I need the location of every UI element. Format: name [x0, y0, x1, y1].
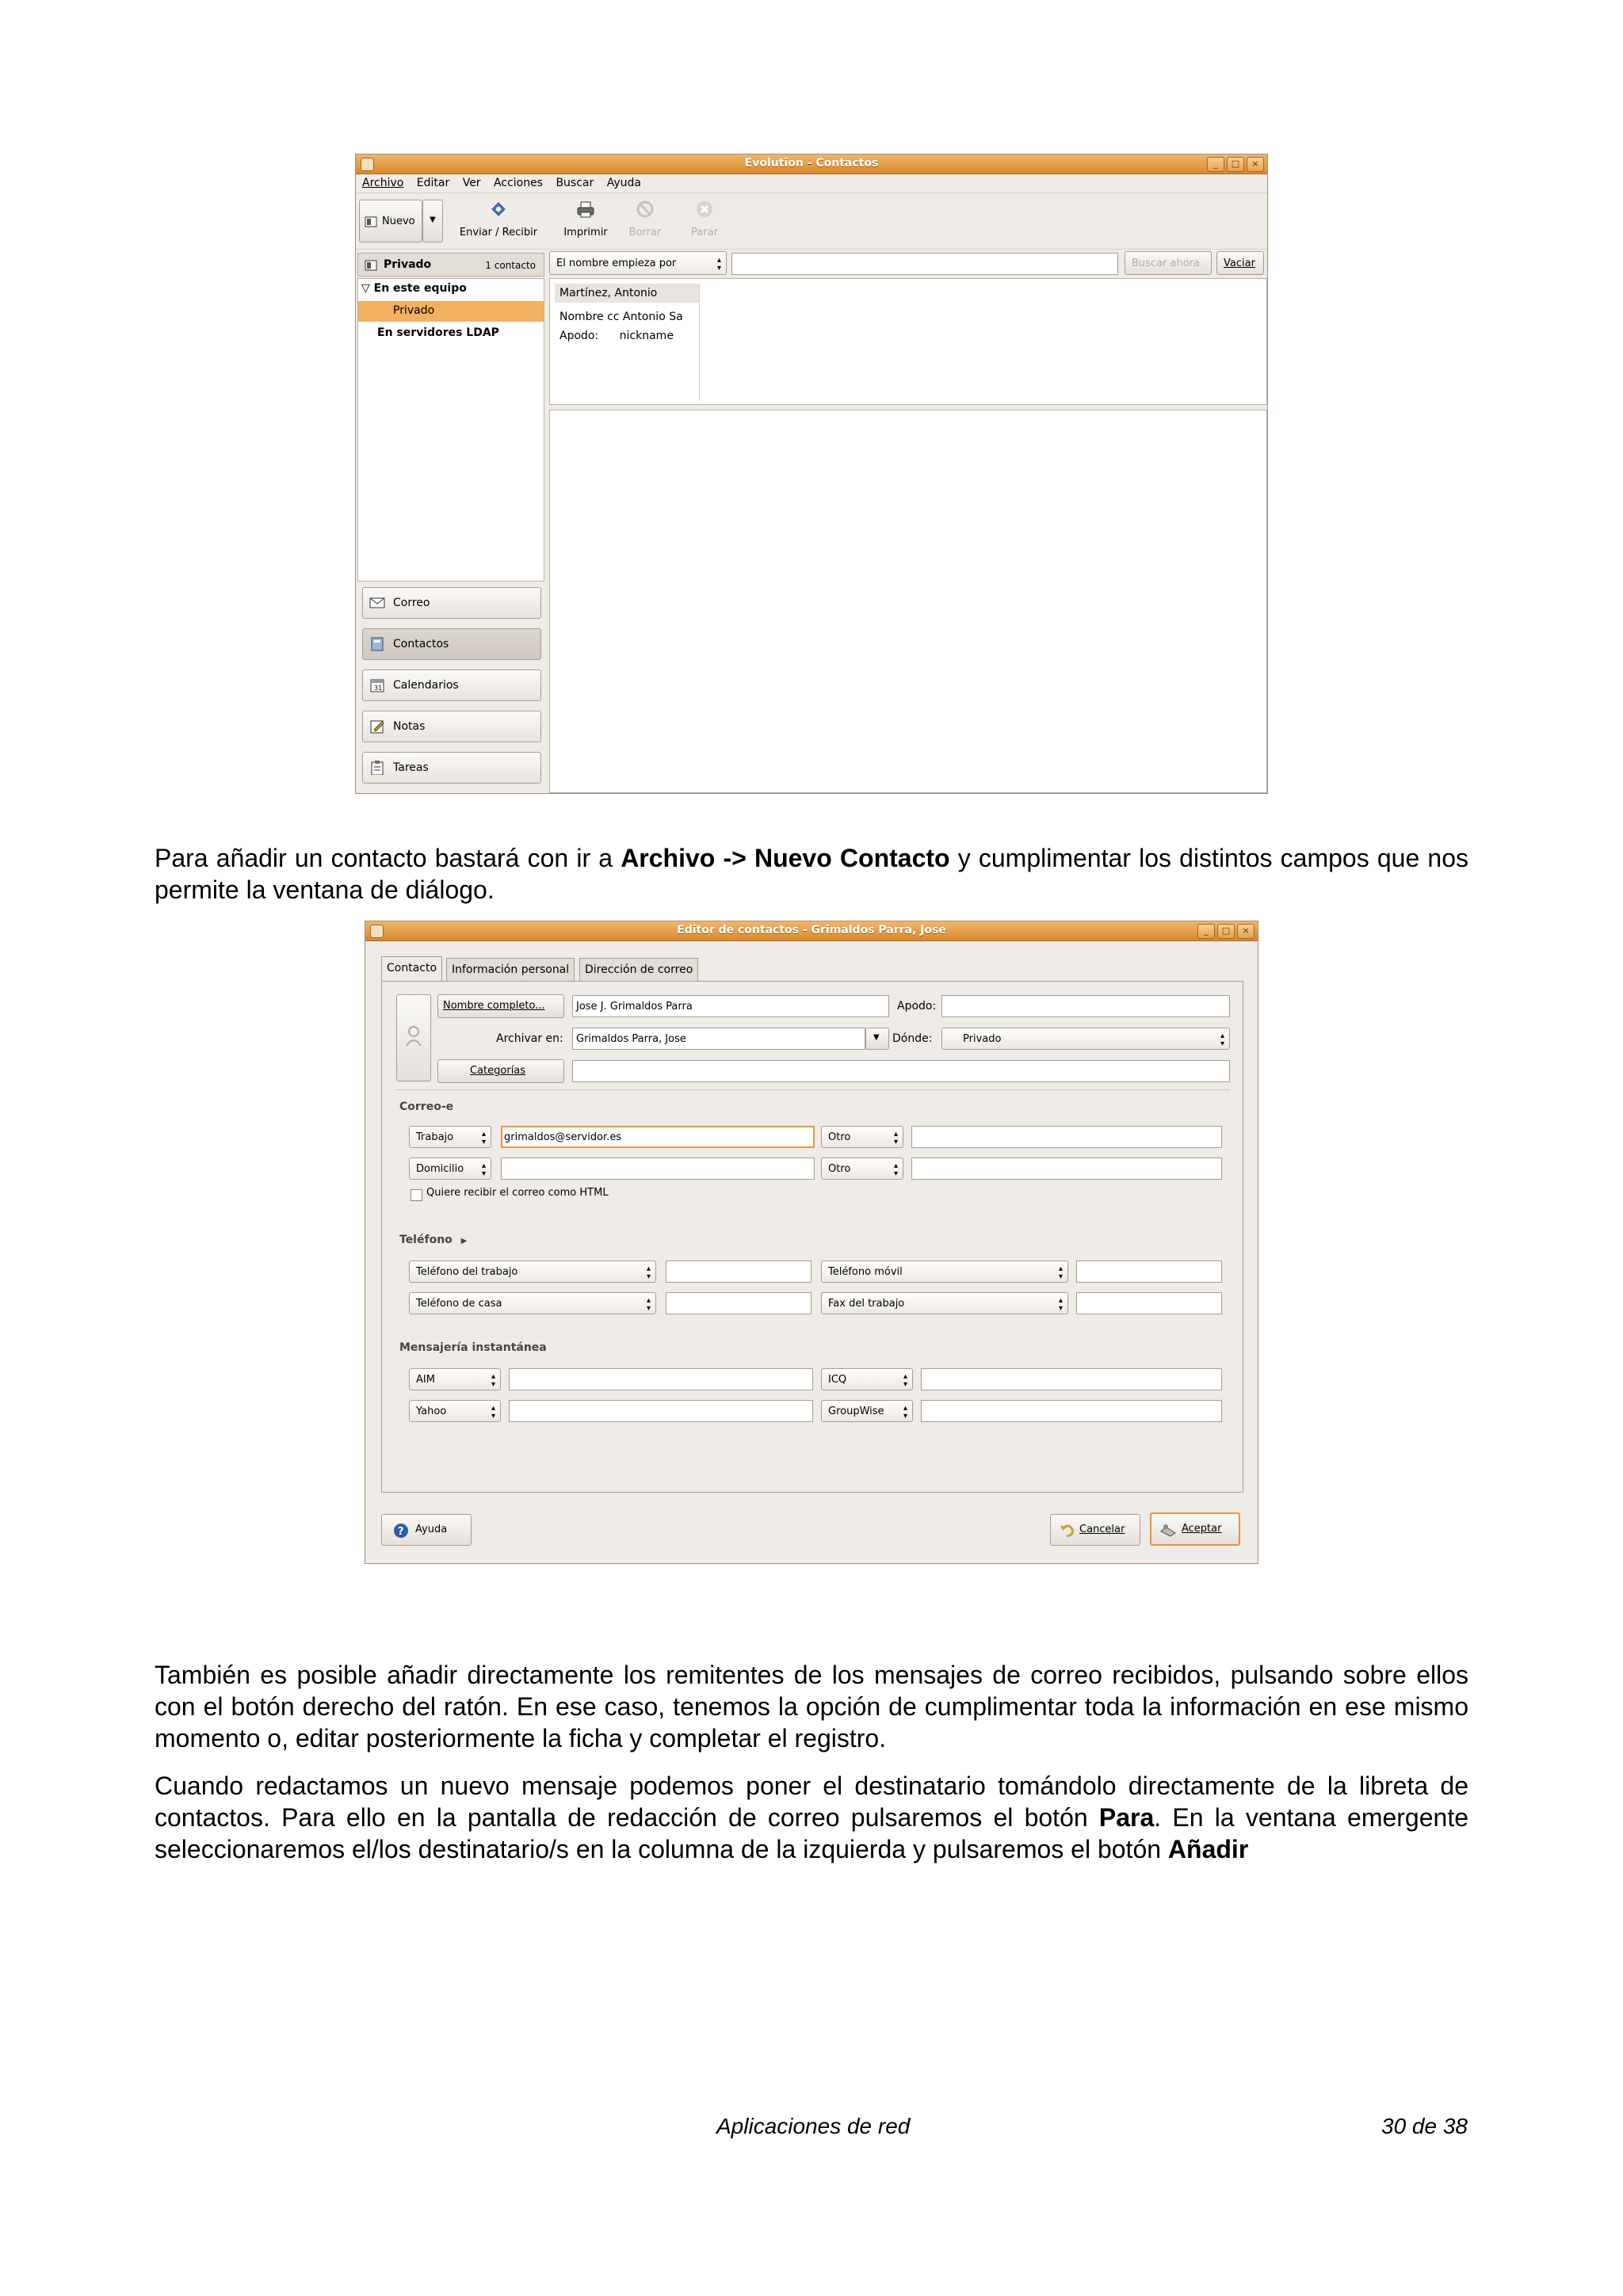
im-field-3[interactable] — [509, 1400, 813, 1422]
im-type-combo-3[interactable]: Yahoo ▴ ▾ — [409, 1400, 501, 1422]
delete-icon — [636, 200, 655, 219]
menu-ver[interactable]: Ver — [462, 177, 481, 189]
stop-button[interactable] — [677, 200, 732, 238]
im-section-title: Mensajería instantánea — [399, 1341, 547, 1354]
photo-button[interactable] — [396, 994, 431, 1081]
card-line1-value: Antonio Sa — [622, 311, 683, 323]
printer-icon — [576, 200, 595, 219]
contacts-icon — [369, 637, 385, 651]
contact-count: 1 contacto — [485, 260, 536, 271]
tree-group-local[interactable]: ▽ En este equipo — [361, 282, 467, 295]
expander-icon[interactable]: ▽ — [361, 282, 370, 295]
phone-field-4[interactable] — [1076, 1292, 1222, 1314]
switcher-correo[interactable]: Correo — [362, 587, 541, 619]
email-type-combo-3[interactable]: Domicilio ▴ ▾ — [409, 1158, 491, 1180]
card-line1-label: Nombre cc — [559, 311, 620, 323]
address-book-icon — [365, 260, 377, 271]
phone-type-combo-1[interactable]: Teléfono del trabajo ▴ ▾ — [409, 1261, 656, 1283]
notes-icon — [369, 719, 385, 734]
divider — [396, 1089, 1230, 1090]
print-label: Imprimir — [563, 227, 608, 238]
phone-field-3[interactable] — [666, 1292, 812, 1314]
card-line2-label: Apodo: — [559, 330, 599, 342]
search-input[interactable] — [731, 253, 1118, 275]
send-receive-button[interactable] — [451, 200, 546, 238]
phone-type-combo-3[interactable]: Teléfono de casa ▴ ▾ — [409, 1292, 656, 1314]
folder-tree — [357, 278, 544, 582]
switcher-calendarios[interactable]: 31 Calendarios — [362, 669, 541, 701]
intro-paragraph: Para añadir un contacto bastará con ir a Archivo -> Nuevo Contacto y cumplimentar los distintos campos que nos permite la ventana de diálogo. — [155, 844, 1469, 904]
email-field-4[interactable] — [911, 1158, 1222, 1180]
contact-editor-dialog — [365, 921, 1258, 1564]
help-icon — [393, 1523, 409, 1539]
contact-card[interactable] — [555, 284, 700, 401]
combo-arrows-icon: ▴ ▾ — [716, 256, 721, 273]
help-button[interactable]: ? Ayuda — [381, 1514, 472, 1546]
dialog-title-bar — [365, 921, 1258, 941]
person-icon — [405, 1025, 422, 1047]
file-as-dropdown[interactable] — [865, 1028, 889, 1050]
html-mail-label: Quiere recibir el correo como HTML — [426, 1187, 609, 1199]
maximize-icon[interactable]: □ — [1227, 157, 1244, 172]
card-line2-value: nickname — [619, 330, 674, 342]
html-mail-checkbox[interactable] — [411, 1189, 422, 1201]
contact-tab-panel — [381, 981, 1243, 1493]
fullname-field[interactable]: Jose J. Grimaldos Parra — [572, 995, 889, 1017]
file-as-label: Archivar en: — [496, 1032, 563, 1045]
menu-buscar[interactable]: Buscar — [556, 177, 594, 189]
im-type-combo-1[interactable]: AIM ▴ ▾ — [409, 1368, 501, 1390]
fullname-button[interactable]: Nombre completo... — [437, 994, 564, 1018]
combo-arrows-icon: ▴ ▾ — [1220, 1032, 1224, 1048]
phone-field-1[interactable] — [666, 1261, 812, 1283]
find-now-button[interactable]: Buscar ahora — [1125, 251, 1212, 275]
close-icon[interactable]: × — [1247, 157, 1264, 172]
where-combo[interactable]: Privado ▴ ▾ — [941, 1028, 1230, 1050]
email-type-combo-4[interactable]: Otro ▴ ▾ — [821, 1158, 903, 1180]
im-field-4[interactable] — [921, 1400, 1222, 1422]
new-dropdown-button[interactable] — [422, 200, 443, 242]
toolbar — [356, 193, 1267, 250]
menu-bar — [356, 174, 1267, 193]
maximize-icon[interactable]: □ — [1217, 924, 1235, 939]
search-filter-combo[interactable]: El nombre empieza por ▴ ▾ — [549, 251, 727, 275]
tab-contacto[interactable]: Contacto — [381, 956, 442, 982]
phone-field-2[interactable] — [1076, 1261, 1222, 1283]
tree-group-ldap[interactable]: En servidores LDAP — [377, 326, 499, 339]
email-field-1[interactable]: grimaldos@servidor.es — [501, 1126, 815, 1148]
footer-title: Aplicaciones de red — [716, 2114, 911, 2138]
tab-direccion-correo[interactable]: Dirección de correo — [579, 958, 698, 982]
email-type-combo-1[interactable]: Trabajo ▴ ▾ — [409, 1126, 491, 1148]
phone-type-combo-4[interactable]: Fax del trabajo ▴ ▾ — [821, 1292, 1068, 1314]
close-icon[interactable]: × — [1237, 924, 1254, 939]
folder-header — [357, 253, 544, 277]
dialog-title: Editor de contactos - Grimaldos Parra, Jose — [677, 924, 946, 936]
switcher-tareas[interactable]: Tareas — [362, 752, 541, 784]
page-number: 30 de 38 — [1381, 2114, 1468, 2138]
email-field-2[interactable] — [911, 1126, 1222, 1148]
menu-acciones[interactable]: Acciones — [494, 177, 543, 189]
send-receive-icon — [489, 200, 508, 219]
apply-icon — [1159, 1522, 1177, 1538]
email-section-title: Correo-e — [399, 1100, 454, 1113]
stop-label: Parar — [691, 227, 718, 238]
delete-label: Borrar — [628, 227, 662, 238]
im-field-1[interactable] — [509, 1368, 813, 1390]
undo-icon — [1059, 1523, 1075, 1539]
categories-button[interactable]: Categorías — [437, 1059, 564, 1083]
mail-icon — [369, 596, 385, 610]
paragraph-remitentes: También es posible añadir directamente los remitentes de los mensajes de correo recibidos, pulsando sobre ellos con el botón derecho del ratón. En ese caso, tenemos la opción de cumplimentar toda la información en ese mismo momento o, editar posteriormente la ficha y completar el registro. — [155, 1661, 1468, 1753]
contact-card-view — [549, 278, 1267, 405]
new-button-label: Nuevo — [382, 215, 415, 227]
menu-editar[interactable]: Editar — [416, 177, 450, 189]
svg-text:31: 31 — [374, 685, 383, 692]
im-type-combo-2[interactable]: ICQ ▴ ▾ — [821, 1368, 913, 1390]
new-button[interactable] — [359, 200, 422, 242]
folder-name: Privado — [384, 258, 432, 271]
minimize-icon[interactable]: _ — [1207, 157, 1224, 172]
expander-arrow-icon: ▶ — [460, 1237, 468, 1245]
delete-button[interactable] — [617, 200, 673, 238]
svg-text:?: ? — [398, 1526, 404, 1538]
phone-type-combo-2[interactable]: Teléfono móvil ▴ ▾ — [821, 1261, 1068, 1283]
clear-button[interactable]: Vaciar — [1216, 251, 1264, 275]
menu-archivo[interactable]: Archivo — [362, 177, 404, 189]
tasks-icon — [369, 761, 385, 775]
tree-item-label: Privado — [393, 304, 435, 317]
chevron-down-icon: ▼ — [430, 215, 436, 224]
where-label: Dónde: — [892, 1032, 933, 1045]
phone-section-title[interactable]: Teléfono ▶ — [399, 1234, 468, 1246]
tree-item-privado[interactable] — [358, 301, 544, 322]
window-title: Evolution - Contactos — [744, 157, 879, 170]
chevron-down-icon: ▼ — [873, 1033, 880, 1042]
im-type-combo-4[interactable]: GroupWise ▴ ▾ — [821, 1400, 913, 1422]
nickname-field[interactable] — [941, 995, 1230, 1017]
paragraph-destinatarios: Cuando redactamos un nuevo mensaje podemos poner el destinatario tomándolo directamente de la libreta de contactos. Para ello en la pantalla de redacción de correo pulsaremos el botón Para. En la ventana emergente seleccionaremos el/los destinatario/s en la columna de la izquierda y pulsaremos el botón Añadir — [155, 1772, 1469, 1863]
card-name: Martínez, Antonio — [555, 284, 699, 303]
nickname-label: Apodo: — [897, 1000, 937, 1013]
print-button[interactable] — [554, 200, 617, 238]
send-receive-label: Enviar / Recibir — [459, 227, 538, 238]
evolution-contacts-window — [355, 154, 1268, 794]
email-type-combo-2[interactable]: Otro ▴ ▾ — [821, 1126, 903, 1148]
categories-field[interactable] — [572, 1060, 1230, 1082]
contact-preview-pane — [549, 410, 1267, 793]
contact-card-icon — [365, 216, 377, 227]
title-bar — [356, 154, 1267, 174]
ok-button[interactable]: Aceptar — [1150, 1512, 1240, 1546]
menu-ayuda[interactable]: Ayuda — [606, 177, 641, 189]
tab-informacion-personal[interactable]: Información personal — [446, 958, 575, 982]
email-field-3[interactable] — [501, 1158, 815, 1180]
switcher-notas[interactable]: Notas — [362, 711, 541, 742]
file-as-field[interactable]: Grimaldos Parra, Jose — [572, 1028, 865, 1050]
minimize-icon[interactable]: _ — [1197, 924, 1215, 939]
stop-icon — [695, 200, 714, 219]
cancel-button[interactable]: Cancelar — [1050, 1514, 1140, 1546]
calendar-icon — [369, 678, 385, 692]
im-field-2[interactable] — [921, 1368, 1222, 1390]
switcher-contactos[interactable]: Contactos — [362, 628, 541, 660]
